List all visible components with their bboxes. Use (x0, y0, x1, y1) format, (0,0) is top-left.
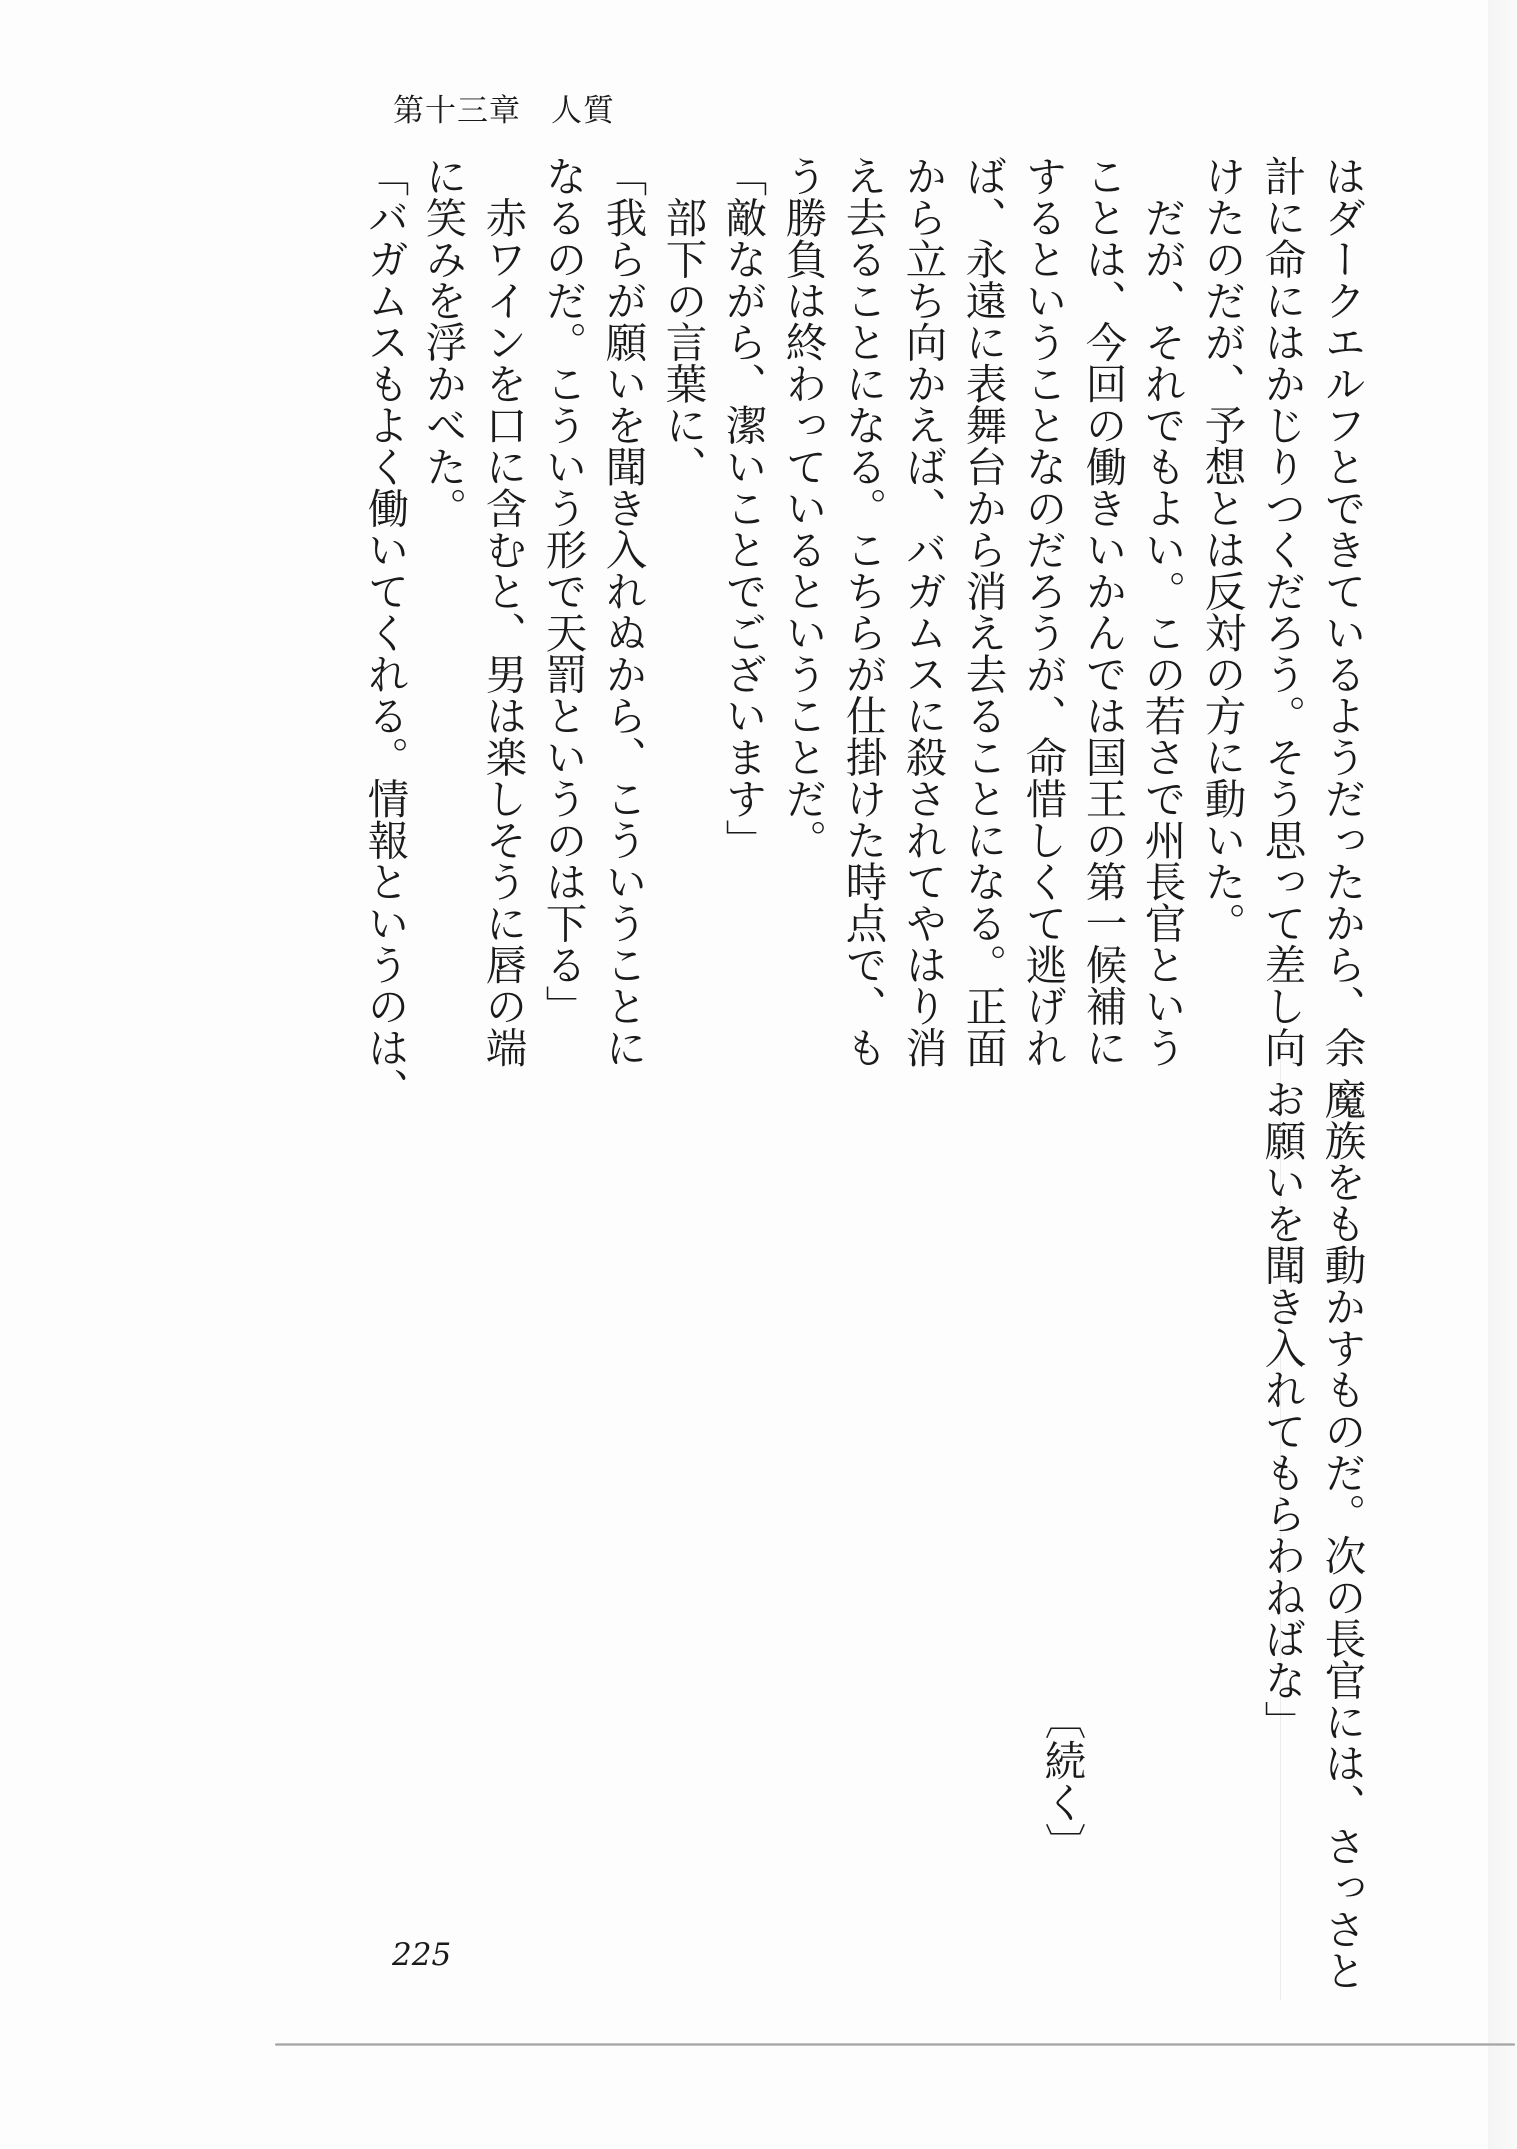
page-number: 225 (392, 1937, 452, 1973)
text-column: に笑みを浮かべた。 (418, 155, 468, 529)
text-column: だが、それでもよい。この若さで州長官という (1137, 155, 1187, 1068)
chapter-number: 第十三章 (393, 93, 521, 129)
text-column: 計に命にはかじりつくだろう。そう思って差し向 (1257, 155, 1307, 1068)
text-column: ば、永遠に表舞台から消え去ることになる。正面 (958, 155, 1008, 1068)
text-column: 赤ワインを口に含むと、男は楽しそうに唇の端 (478, 155, 528, 1068)
text-column: 「我らが願いを聞き入れぬから、こういうことに (598, 155, 648, 1068)
text-column: 「敵ながら、潔いことでございます」 (718, 155, 768, 861)
text-column: から立ち向かえば、バガムスに殺されてやはり消 (898, 155, 948, 1068)
text-column: けたのだが、予想とは反対の方に動いた。 (1197, 155, 1247, 944)
text-column: お願いを聞き入れてもらわねばな」 (1257, 1078, 1307, 1742)
page-bottom-edge (275, 2043, 1515, 2046)
text-column: 魔族をも動かすものだ。次の長官には、さっさと (1317, 1078, 1367, 1991)
text-column: ことは、今回の働きいかんでは国王の第一候補に (1078, 155, 1128, 1068)
chapter-title: 人質 (551, 93, 615, 129)
page-edge-shadow (1488, 0, 1517, 2149)
text-column: 「バガムスもよく働いてくれる。情報というのは、 (360, 155, 410, 1110)
continued-mark: 〔続く〕 (1037, 1698, 1087, 1864)
text-column: はダークエルフとできているようだったから、余 (1317, 155, 1367, 1068)
text-column: 部下の言葉に、 (658, 155, 708, 487)
text-column: なるのだ。こういう形で天罰というのは下る」 (538, 155, 588, 1027)
text-column: するということなのだろうが、命惜しくて逃げれ (1018, 155, 1068, 1068)
text-column: う勝負は終わっているということだ。 (778, 155, 828, 861)
text-column: え去ることになる。こちらが仕掛けた時点で、も (838, 155, 888, 1068)
running-head (393, 93, 615, 129)
